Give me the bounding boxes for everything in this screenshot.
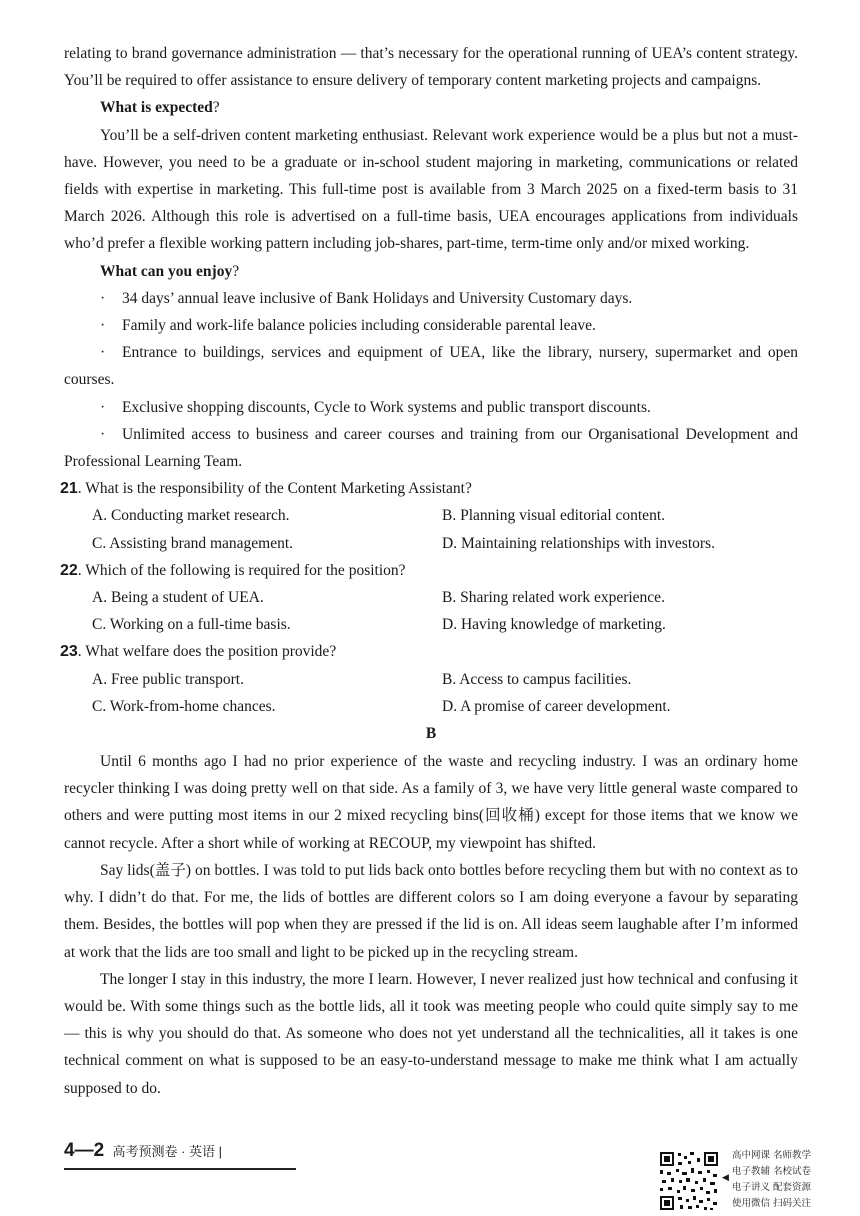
enjoy-heading-mark: ? xyxy=(232,262,240,280)
question-text: . What is the responsibility of the Content Marketing Assistant? xyxy=(77,480,472,498)
page-number: 4—2 xyxy=(64,1140,105,1161)
qr-caption-line: 使用微信 扫码关注 xyxy=(732,1198,812,1209)
job-intro-continuation: relating to brand governance administration — that’s necessary for the operational running of UEA’s content strategy. You’ll be required to offer assistance to ensure delivery of temporary content marketing projects and campaigns. xyxy=(64,45,798,90)
answer-options xyxy=(64,502,798,556)
benefit-text: Unlimited access to business and career courses and training from our Organisational Development and Professional Learning Team. xyxy=(64,425,798,471)
benefit-item xyxy=(64,421,798,475)
answer-options xyxy=(64,584,798,638)
benefit-text: Exclusive shopping discounts, Cycle to Work systems and public transport discounts. xyxy=(122,398,651,416)
benefit-text: Family and work-life balance policies including considerable parental leave. xyxy=(122,317,596,335)
question-text: . Which of the following is required for the position? xyxy=(77,561,406,579)
question-stem xyxy=(60,475,798,502)
option-d: D. Having knowledge of marketing. xyxy=(442,616,666,634)
qr-caption-line: 电子讲义 配套资源 xyxy=(732,1182,812,1193)
benefit-text: 34 days’ annual leave inclusive of Bank Holidays and University Customary days. xyxy=(122,289,633,307)
question-number: 23 xyxy=(60,643,78,661)
benefits-list xyxy=(64,285,798,475)
option-b: B. Planning visual editorial content. xyxy=(442,507,665,525)
section-b-passage xyxy=(64,748,798,1102)
benefit-item xyxy=(64,339,798,393)
enjoy-heading xyxy=(64,258,798,285)
passage-paragraph: Say lids(盖子) on bottles. I was told to put lids back onto bottles before recycling them but with no context as to why. I didn’t do that. For me, the lids of bottles are different colors so I am doing everyone a favour by separating them. Besides, the bottles will pop when they are pressed if the lid is on. All ideas seem laughable after I’m informed at work that the lids are too small and light to be picked up in the recycling stream. xyxy=(64,861,798,961)
page-footer xyxy=(64,1140,222,1162)
qr-caption-line: 电子教辅 名校试卷 xyxy=(732,1166,812,1177)
qr-caption xyxy=(732,1148,842,1212)
question-21 xyxy=(60,475,798,557)
bullet-icon: · xyxy=(100,344,106,362)
option-d: D. Maintaining relationships with investors. xyxy=(442,534,715,552)
footer-divider xyxy=(64,1168,296,1170)
option-c: C. Working on a full-time basis. xyxy=(92,616,291,634)
option-a: A. Free public transport. xyxy=(92,670,244,688)
qr-caption-line: 高中网课 名师教学 xyxy=(732,1150,812,1161)
expected-paragraph: You’ll be a self-driven content marketing enthusiast. Relevant work experience would be a plus but not a must-have. However, you need to be a graduate or in-school student majoring in marketing, communications or related fields with expertise in marketing. This full-time post is available from 3 March 2025 on a fixed-term basis to 31 March 2026. Although this role is advertised on a full-time basis, UEA encourages applications from individuals who’d prefer a flexible working pattern including job-shares, part-time, term-time only and/or mixed working. xyxy=(64,126,798,253)
expected-heading-text: What is expected xyxy=(100,99,213,117)
expected-heading xyxy=(64,94,798,121)
bullet-icon: · xyxy=(100,398,106,416)
passage-paragraph: Until 6 months ago I had no prior experience of the waste and recycling industry. I was an ordinary home recycler thinking I was doing pretty well on that side. As a family of 3, we have very little general waste compared to others and were putting most items in our 2 mixed recycling bins(回收桶) except for those items that we know we cannot recycle. After a short while of working at RECOUP, my viewpoint has shifted. xyxy=(64,753,798,852)
benefit-text: Entrance to buildings, services and equipment of UEA, like the library, nursery, supermarket and open courses. xyxy=(64,344,798,389)
question-stem xyxy=(60,557,798,584)
bullet-icon: · xyxy=(100,289,106,307)
option-b: B. Access to campus facilities. xyxy=(442,670,632,688)
benefit-item xyxy=(64,394,798,421)
section-b-label: B xyxy=(425,725,437,743)
arrow-left-icon: ◀ xyxy=(722,1172,729,1182)
bullet-icon: · xyxy=(100,425,106,443)
qr-code-icon xyxy=(658,1150,720,1212)
question-22 xyxy=(60,557,798,639)
answer-options xyxy=(64,666,798,720)
bullet-icon: · xyxy=(100,317,106,335)
option-d: D. A promise of career development. xyxy=(442,697,671,715)
enjoy-heading-text: What can you enjoy xyxy=(100,262,233,280)
passage-paragraph: The longer I stay in this industry, the more I learn. However, I never realized just how technical and confusing it would be. With some things such as the bottle lids, all it took was meeting people who could quite simply say to me — this is why you should do that. As someone who does not yet understand all the technicalities, all it takes is one technical comment on what is supposed to be an easy-to-understand message to make me think what I am actually supposed to do. xyxy=(64,970,798,1097)
option-c: C. Assisting brand management. xyxy=(92,534,294,552)
question-number: 21 xyxy=(60,480,78,498)
option-a: A. Being a student of UEA. xyxy=(92,589,264,607)
option-a: A. Conducting market research. xyxy=(92,507,290,525)
benefit-item xyxy=(64,312,798,339)
benefit-item xyxy=(64,285,798,312)
question-text: . What welfare does the position provide? xyxy=(77,643,337,661)
question-stem xyxy=(60,638,798,665)
footer-title: 高考预测卷 · 英语 | xyxy=(112,1144,222,1159)
option-c: C. Work-from-home chances. xyxy=(92,697,276,715)
question-number: 22 xyxy=(60,561,78,579)
expected-heading-mark: ? xyxy=(212,99,220,117)
page-content xyxy=(60,40,798,1102)
option-b: B. Sharing related work experience. xyxy=(442,589,665,607)
question-23 xyxy=(60,638,798,720)
